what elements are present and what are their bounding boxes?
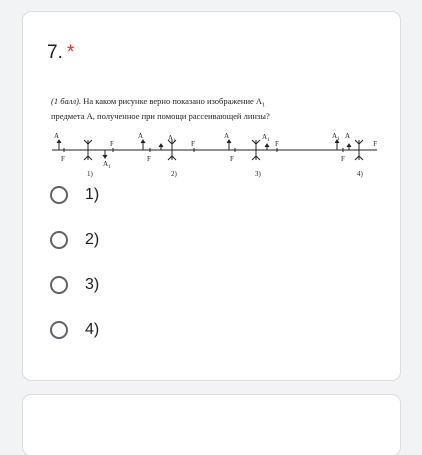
radio-button[interactable]: [50, 231, 68, 249]
option-2[interactable]: [50, 229, 99, 251]
radio-button[interactable]: [50, 321, 68, 339]
fig3-a: A: [224, 132, 230, 140]
radio-button[interactable]: [50, 186, 68, 204]
question-card: [23, 12, 400, 380]
problem-sub: 1: [262, 102, 266, 109]
problem-prefix: (1 балл).: [51, 96, 82, 106]
fig1-f-right: F: [110, 140, 114, 148]
option-label: 1): [85, 186, 100, 203]
fig4-a1: A: [332, 132, 338, 140]
fig2-f-left: F: [147, 155, 151, 163]
fig1-f-left: F: [61, 155, 65, 163]
fig4-a1-sub: 1: [337, 137, 340, 142]
problem-text: [51, 96, 351, 121]
lens-figures: [47, 124, 377, 180]
option-label: 2): [85, 231, 100, 248]
problem-body-2: предмета A, полученное при помощи рассеивающей линзы?: [51, 110, 270, 121]
fig2-a1-sub: 1: [173, 139, 176, 144]
fig2-a1: A: [168, 134, 174, 142]
fig3-a1: A: [262, 133, 268, 141]
option-label: 3): [85, 276, 100, 293]
figure-label-1: 1): [87, 170, 93, 178]
option-label: 4): [85, 321, 100, 338]
fig2-f-right: F: [191, 140, 195, 148]
required-mark: *: [66, 42, 75, 63]
fig3-a1-sub: 1: [267, 138, 270, 143]
fig3-f-right: F: [275, 140, 279, 148]
figure-label-3: 3): [255, 170, 261, 178]
fig4-a: A: [345, 132, 351, 140]
option-4[interactable]: [50, 319, 99, 341]
option-1[interactable]: [50, 184, 99, 206]
fig2-a: A: [138, 132, 144, 140]
next-question-card: [23, 395, 400, 455]
figure-label-4: 4): [357, 170, 363, 178]
fig4-f-left: F: [341, 155, 345, 163]
fig4-f-right: F: [373, 140, 377, 148]
radio-button[interactable]: [50, 276, 68, 294]
fig1-a1: A: [103, 160, 109, 168]
question-number: 7.: [47, 42, 63, 63]
problem-body: На каком рисунке верно показано изображение A: [83, 96, 263, 106]
fig1-a1-sub: 1: [108, 165, 111, 170]
fig3-f-left: F: [230, 155, 234, 163]
figure-label-2: 2): [171, 170, 177, 178]
question-title: [47, 42, 74, 64]
lens-figures-svg: [47, 124, 377, 180]
option-3[interactable]: [50, 274, 99, 296]
fig1-a: A: [54, 132, 60, 140]
